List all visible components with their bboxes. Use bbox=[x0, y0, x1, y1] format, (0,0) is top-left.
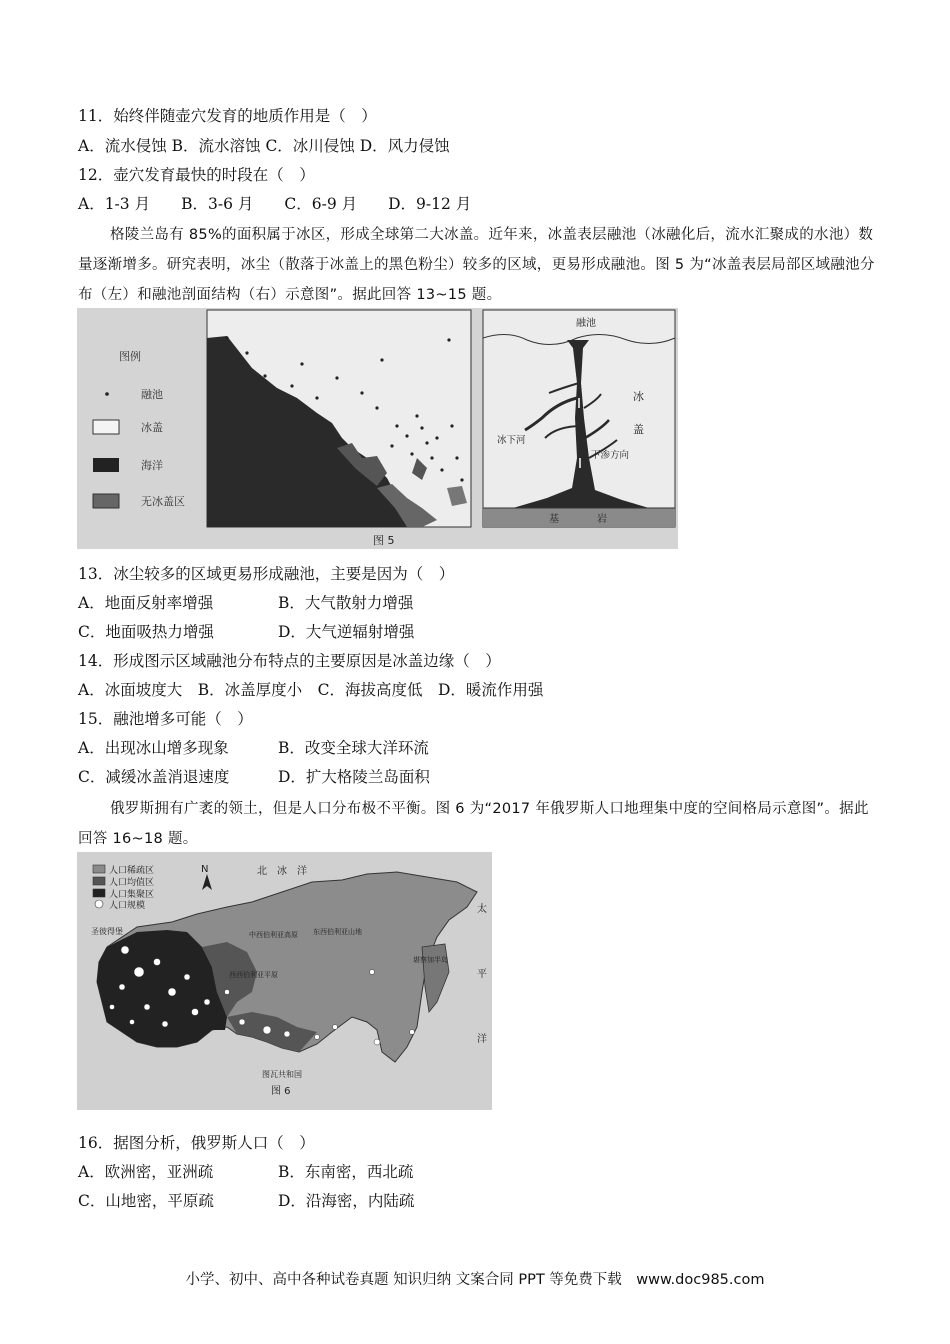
figure-5-svg bbox=[77, 308, 678, 549]
q13-option-c: C．地面吸热力增强 bbox=[78, 623, 214, 641]
legend-noice: 无冰盖区 bbox=[141, 495, 185, 508]
figure-6-caption: 图 6 bbox=[271, 1086, 291, 1097]
river-label: 冰下河 bbox=[497, 435, 526, 446]
q12-options: A．1-3 月 B．3-6 月 C．6-9 月 D．9-12 月 bbox=[78, 195, 472, 213]
q15-option-d: D．扩大格陵兰岛面积 bbox=[278, 768, 430, 786]
figure-5 bbox=[77, 308, 678, 549]
page-footer: 小学、初中、高中各种试卷真题 知识归纳 文案合同 PPT 等免费下载 www.doc985.com bbox=[185, 1272, 765, 1288]
average-legend-icon bbox=[93, 877, 105, 885]
q13-stem: 13．冰尘较多的区域更易形成融池，主要是因为（ ） bbox=[78, 565, 455, 583]
legend-scale: 人口规模 bbox=[109, 901, 146, 911]
ice-label-1: 冰 bbox=[633, 390, 644, 403]
central-siberia-label: 中西伯利亚高原 bbox=[249, 931, 298, 939]
q14-stem: 14．形成图示区域融池分布特点的主要原因是冰盖边缘（ ） bbox=[78, 652, 501, 670]
q16-option-c: C．山地密，平原疏 bbox=[78, 1192, 214, 1210]
q13-option-b: B．大气散射力增强 bbox=[278, 594, 414, 612]
q11-options: A．流水侵蚀 B．流水溶蚀 C．冰川侵蚀 D．风力侵蚀 bbox=[78, 137, 450, 155]
legend-title: 图例 bbox=[119, 350, 141, 363]
q16-stem: 16．据图分析，俄罗斯人口（ ） bbox=[78, 1134, 315, 1152]
q14-options: A．冰面坡度大 B．冰盖厚度小 C．海拔高度低 D．暖流作用强 bbox=[78, 681, 544, 699]
legend-ocean: 海洋 bbox=[141, 459, 163, 472]
legend-ice: 冰盖 bbox=[141, 421, 163, 434]
q15-option-a: A．出现冰山增多现象 bbox=[78, 739, 229, 757]
q16-option-d: D．沿海密，内陆疏 bbox=[278, 1192, 415, 1210]
q16-option-b: B．东南密，西北疏 bbox=[278, 1163, 414, 1181]
passage-greenland: 格陵兰岛有 85%的面积属于冰区，形成全球第二大冰盖。近年来，冰盖表层融池（冰融化后，流水汇聚成的水池）数量逐渐增多。研究表明，冰尘（散落于冰盖上的黑色粉尘）较多的区域，更易形成融池。图 5 为“冰盖表层局部区域融池分布（左）和融池剖面结构（右）示意图”。据此回答 13~15 题。 bbox=[78, 227, 875, 303]
scale-legend-icon bbox=[95, 900, 103, 908]
pacific-label-1: 太 bbox=[477, 904, 487, 915]
q13-option-a: A．地面反射率增强 bbox=[78, 594, 214, 612]
kamchatka-label: 堪察加半岛 bbox=[413, 956, 448, 964]
figure-5-caption: 图 5 bbox=[373, 534, 395, 547]
pacific-label-2: 平 bbox=[477, 969, 487, 980]
q15-option-b: B．改变全球大洋环流 bbox=[278, 739, 429, 757]
q13-option-d: D．大气逆辐射增强 bbox=[278, 623, 415, 641]
north-label: N bbox=[201, 864, 209, 875]
legend-average: 人口均值区 bbox=[109, 878, 155, 888]
q12-stem: 12．壶穴发育最快的时段在（ ） bbox=[78, 166, 315, 184]
q15-option-c: C．减缓冰盖消退速度 bbox=[78, 768, 230, 786]
ice-legend-icon bbox=[93, 420, 119, 434]
legend-sparse: 人口稀疏区 bbox=[109, 866, 155, 876]
figure-6 bbox=[77, 852, 492, 1110]
arctic-ocean-label: 北 冰 洋 bbox=[257, 866, 307, 877]
ice-label-2: 盖 bbox=[633, 423, 644, 436]
legend-melt-pool: 融池 bbox=[141, 388, 163, 401]
pacific-label-3: 洋 bbox=[477, 1034, 487, 1045]
q11-stem: 11．始终伴随壶穴发育的地质作用是（ ） bbox=[78, 107, 377, 125]
legend-dense: 人口集聚区 bbox=[109, 890, 155, 900]
passage-russia: 俄罗斯拥有广袤的领土，但是人口分布极不平衡。图 6 为“2017 年俄罗斯人口地理集中度的空间格局示意图”。据此回答 16~18 题。 bbox=[78, 801, 869, 847]
dense-legend-icon bbox=[93, 889, 105, 897]
st-petersburg-label: 圣彼得堡 bbox=[91, 927, 123, 936]
q16-option-a: A．欧洲密，亚洲疏 bbox=[78, 1163, 214, 1181]
west-siberia-label: 西西伯利亚平原 bbox=[229, 971, 278, 979]
bedrock-label-1: 基 bbox=[549, 514, 559, 525]
east-siberia-label: 东西伯利亚山地 bbox=[313, 928, 362, 936]
melt-pool-legend-icon bbox=[105, 392, 109, 396]
figure-6-svg bbox=[77, 852, 492, 1110]
melt-pool-section bbox=[483, 310, 675, 527]
bedrock-label-2: 岩 bbox=[597, 514, 607, 525]
melt-pool-map bbox=[207, 310, 471, 527]
sparse-legend-icon bbox=[93, 865, 105, 873]
ocean-legend-icon bbox=[93, 458, 119, 472]
pool-label: 融池 bbox=[576, 318, 596, 329]
seep-label: 下渗方向 bbox=[591, 450, 630, 461]
q15-stem: 15．融池增多可能（ ） bbox=[78, 710, 253, 728]
noice-legend-icon bbox=[93, 494, 119, 508]
tuva-label: 图瓦共和国 bbox=[262, 1070, 302, 1079]
